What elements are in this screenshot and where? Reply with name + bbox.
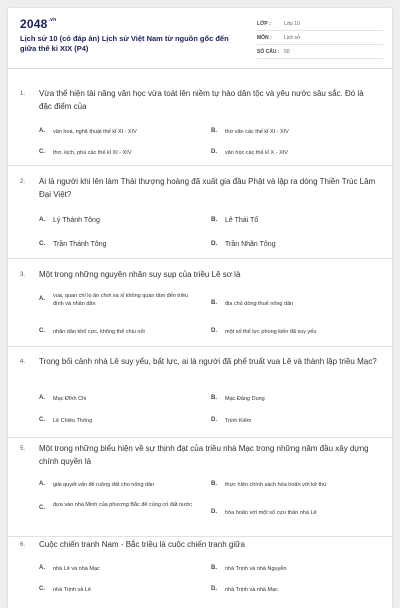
option-letter: B. [211,216,218,223]
logo-text: 2048 [20,17,48,31]
worksheet-header [8,8,392,69]
option-text: văn học các thế kỉ X - XIV [225,150,288,156]
option-b[interactable] [211,216,381,225]
option-text: thơ, kịch, phú các thế kỉ XI - XIV [53,150,132,156]
option-a[interactable] [39,395,199,403]
option-c[interactable] [39,149,199,157]
option-b[interactable] [211,300,381,308]
question-5 [8,437,392,537]
option-d[interactable] [211,149,381,157]
meta-row-count [257,45,383,59]
option-letter: C. [39,586,45,592]
option-d[interactable] [211,509,386,517]
option-letter: C. [39,328,45,334]
option-a[interactable] [39,565,199,573]
meta-value: Lớp 10 [284,20,300,27]
question-6 [8,536,392,608]
question-number: 2. [20,179,26,185]
option-text: hòa hoãn với một số cựu thần nhà Lê [225,510,317,516]
option-text: văn hoá, nghệ thuật thế kỉ XI - XIV [53,129,137,135]
option-c[interactable] [39,417,199,425]
logo-suffix: .vn [48,17,57,23]
option-letter: B. [211,128,217,134]
option-text: nhà Trịnh và nhà Mạc [225,587,278,593]
option-text: nhà Trịnh và nhà Nguyễn [225,566,287,572]
option-d[interactable] [211,328,381,336]
meta-row-subject [257,31,383,45]
option-text: Trần Thánh Tông [53,241,107,248]
meta-label: SỐ CÂU : [257,48,280,55]
option-text: Trần Nhân Tông [225,241,276,248]
option-a[interactable] [39,216,199,225]
option-text: nhà Trịnh và Lê [53,587,91,593]
option-d[interactable] [211,240,381,249]
option-c[interactable] [39,586,199,594]
option-text: nhân dân khổ cực, không thể chịu nổi [53,329,145,335]
option-a[interactable] [39,481,209,489]
question-text: Trong bối cảnh nhà Lê suy yếu, bất lực, ai là người đã phế truất vua Lê và thành lập triều Mạc? [39,357,377,366]
option-letter: A. [39,296,45,302]
option-letter: B. [211,300,217,306]
worksheet-page [8,8,392,608]
meta-label: MÔN : [257,34,272,41]
question-number: 3. [20,272,26,278]
question-text: Vừa thể hiện tài năng văn học vừa toát lên niềm tự hào dân tộc và yêu nước sâu sắc. Đó là đặc điểm của [39,89,364,111]
option-letter: D. [211,328,217,334]
option-letter: D. [211,240,218,247]
option-d[interactable] [211,586,381,594]
option-text: giải quyết vấn đề ruộng đất cho nông dân [53,482,155,488]
option-letter: A. [39,565,45,571]
question-text: Ai là người khi lên làm Thái thượng hoàng đã xuất gia đầu Phật và lập ra dòng Thiền Trúc Lâm Đại Việt? [39,177,376,199]
meta-value: 50 [284,48,290,55]
site-logo[interactable] [20,17,56,31]
option-c[interactable] [39,501,199,511]
option-letter: A. [39,481,45,487]
question-1 [8,68,392,166]
option-d[interactable] [211,417,381,425]
option-b[interactable] [211,481,386,489]
option-letter: C. [39,149,45,155]
option-letter: C. [39,505,45,511]
meta-info [257,17,383,59]
option-letter: D. [211,417,217,423]
option-text: dựa vào nhà Minh của phương Bắc để củng cố đất nước [53,502,193,508]
document-title: Lịch sử 10 (có đáp án) Lịch sử Việt Nam từ nguồn gốc đến giữa thế kỉ XIX (P4) [20,34,229,53]
meta-label: LỚP : [257,20,271,27]
option-letter: A. [39,128,45,134]
question-3 [8,258,392,347]
option-text: Trịnh Kiểm [225,418,252,424]
option-text: thơ văn các thế kỉ XI - XIV [225,129,289,135]
option-letter: A. [39,395,45,401]
question-number: 5. [20,446,26,452]
question-4 [8,346,392,438]
question-2 [8,165,392,259]
option-letter: D. [211,149,217,155]
option-text: Mạc Đĩnh Chi [53,396,87,402]
question-number: 6. [20,542,26,548]
meta-row-class [257,17,383,31]
question-number: 4. [20,359,26,365]
option-b[interactable] [211,128,381,136]
option-letter: C. [39,240,46,247]
option-letter: D. [211,586,217,592]
option-text: một số thế lực phong kiến đã suy yếu [225,329,317,335]
option-text: Lê Chiêu Thống [53,418,93,424]
option-letter: D. [211,509,217,515]
meta-value: Lịch sử [284,34,301,41]
question-text: Một trong những biểu hiện về sự thịnh đạt của triều nhà Mạc trong những năm đầu xây dựng chính quyền là [39,444,369,466]
question-text: Cuộc chiến tranh Nam - Bắc triều là cuộc chiến tranh giữa [39,540,245,549]
option-letter: B. [211,481,217,487]
option-c[interactable] [39,328,199,336]
option-b[interactable] [211,565,381,573]
option-text: nhà Lê và nhà Mạc [53,566,100,572]
question-number: 1. [20,91,26,97]
option-text: địa chủ dòng thuế nông dân [225,301,294,307]
option-a[interactable] [39,128,199,136]
option-c[interactable] [39,240,199,249]
option-text: Lê Thái Tổ [225,217,259,224]
option-letter: B. [211,395,217,401]
option-letter: C. [39,417,45,423]
option-letter: B. [211,565,217,571]
option-text: Mạc Đăng Dung [225,396,265,402]
option-text: vua, quan chỉ lo ăn chơi xa xỉ không quan tâm đến triều đình và nhân dân [53,293,189,307]
option-text: Lý Thánh Tông [53,217,100,224]
option-a[interactable] [39,292,199,308]
question-text: Một trong những nguyên nhân suy sụp của triều Lê sơ là [39,270,241,279]
option-b[interactable] [211,395,381,403]
option-letter: A. [39,216,46,223]
option-text: thực hiện chính sách hòa hoãn với kẻ thù [225,482,327,488]
